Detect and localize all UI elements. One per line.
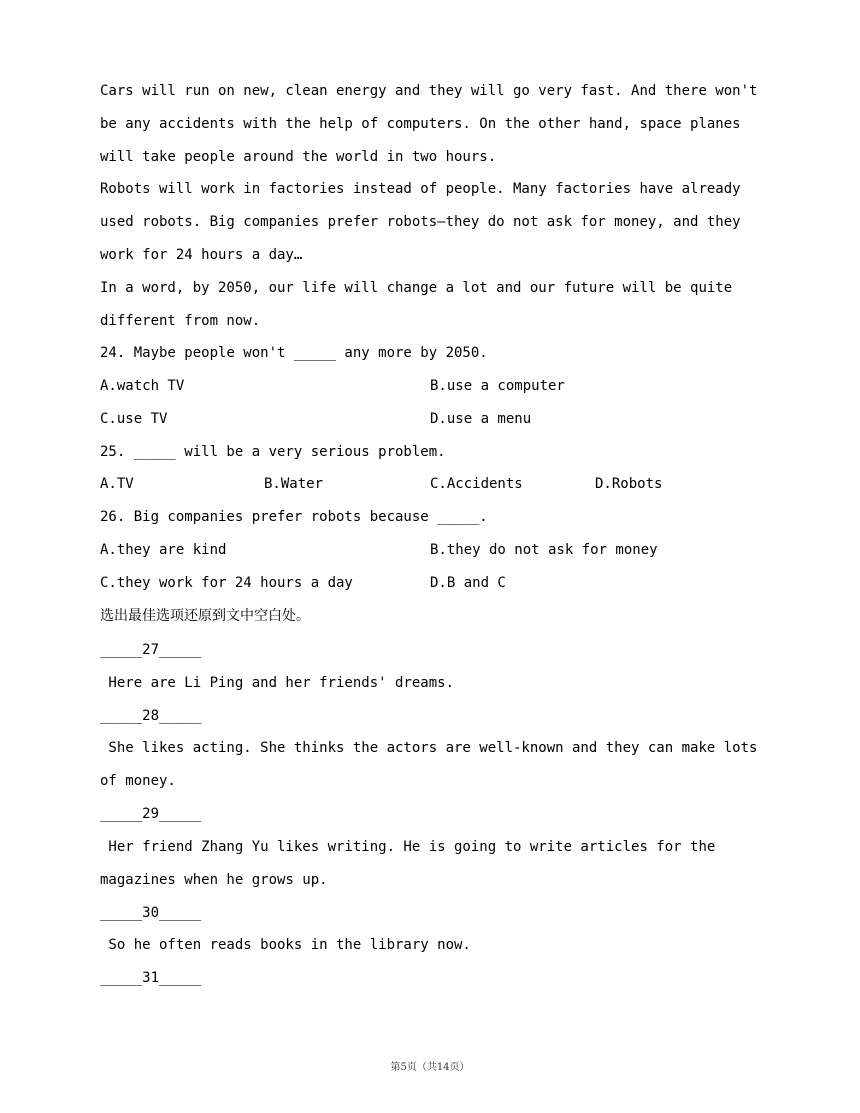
question-25-stem: 25. _____ will be a very serious problem. [100, 444, 446, 460]
passage-line: different from now. [100, 313, 261, 329]
blank-28[interactable]: _____28_____ [100, 708, 202, 724]
page-footer: 第5页（共14页） [390, 1062, 470, 1073]
question-24-option-b[interactable]: B.use a computer [430, 378, 565, 394]
question-24-option-c[interactable]: C.use TV [100, 411, 168, 427]
passage-line: will take people around the world in two hours. [100, 149, 497, 165]
section-line: magazines when he grows up. [100, 872, 328, 888]
question-24-option-d[interactable]: D.use a menu [430, 411, 532, 427]
question-26-option-b[interactable]: B.they do not ask for money [430, 542, 658, 558]
passage-line: work for 24 hours a day… [100, 247, 303, 263]
section-line: She likes acting. She thinks the actors are well-known and they can make lots [100, 740, 758, 756]
blank-31[interactable]: _____31_____ [100, 970, 202, 986]
blank-30[interactable]: _____30_____ [100, 905, 202, 921]
question-24-stem: 24. Maybe people won't _____ any more by 2050. [100, 345, 488, 361]
section-instruction: 选出最佳选项还原到文中空白处。 [100, 608, 310, 624]
passage-line: be any accidents with the help of computers. On the other hand, space planes [100, 116, 741, 132]
section-line: So he often reads books in the library now. [100, 937, 471, 953]
passage-line: used robots. Big companies prefer robots—they do not ask for money, and they [100, 214, 741, 230]
question-26-option-d[interactable]: D.B and C [430, 575, 506, 591]
section-line: Her friend Zhang Yu likes writing. He is going to write articles for the [100, 839, 716, 855]
question-25-option-d[interactable]: D.Robots [595, 476, 663, 492]
blank-27[interactable]: _____27_____ [100, 642, 202, 658]
section-line: Here are Li Ping and her friends' dreams. [100, 675, 455, 691]
question-25-option-a[interactable]: A.TV [100, 476, 134, 492]
question-26-option-c[interactable]: C.they work for 24 hours a day [100, 575, 353, 591]
question-25-option-b[interactable]: B.Water [264, 476, 324, 492]
question-26-stem: 26. Big companies prefer robots because _____. [100, 509, 488, 525]
section-line: of money. [100, 773, 176, 789]
passage-line: Robots will work in factories instead of people. Many factories have already [100, 181, 741, 197]
question-24-option-a[interactable]: A.watch TV [100, 378, 185, 394]
passage-line: Cars will run on new, clean energy and they will go very fast. And there won't [100, 83, 758, 99]
passage-line: In a word, by 2050, our life will change a lot and our future will be quite [100, 280, 733, 296]
question-26-option-a[interactable]: A.they are kind [100, 542, 227, 558]
blank-29[interactable]: _____29_____ [100, 806, 202, 822]
question-25-option-c[interactable]: C.Accidents [430, 476, 523, 492]
